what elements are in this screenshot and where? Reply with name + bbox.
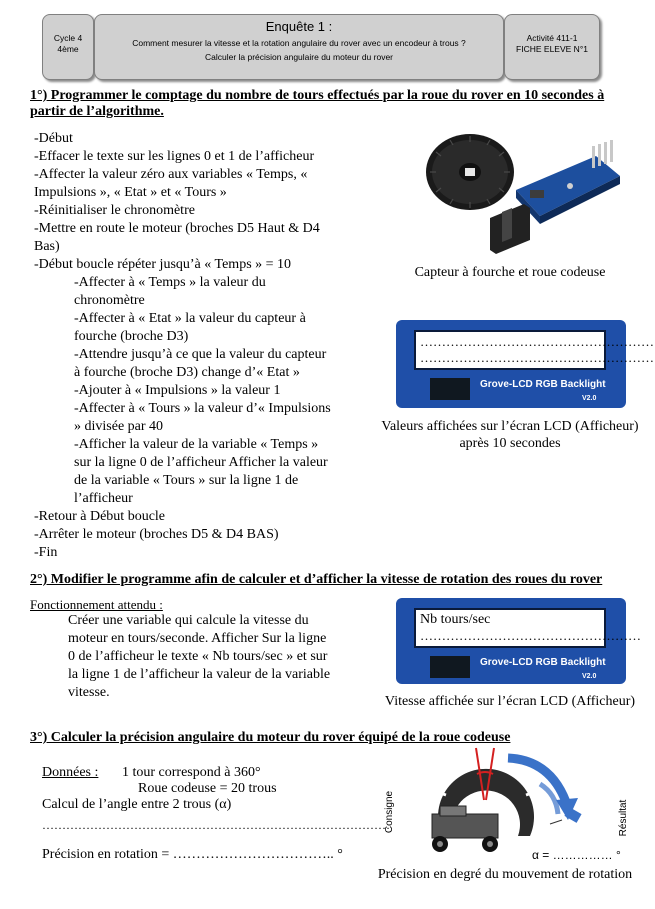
section2-subhead: Fonctionnement attendu : <box>30 597 163 612</box>
lcd-display-speed <box>396 598 641 684</box>
alpha-answer: α = …………… ° <box>532 848 621 862</box>
algo-line: -Affecter la valeur zéro aux variables « Temps, « <box>34 167 308 182</box>
lcd-connector <box>430 656 470 678</box>
algo-loop-line: fourche (broche D3) <box>74 329 189 344</box>
algo-loop-line: -Affecter à « Tours » la valeur d’« Impulsions <box>74 401 331 416</box>
fork-sensor-encoder-image <box>420 128 630 260</box>
instruction-line: vitesse. <box>68 685 110 700</box>
lcd-connector <box>430 378 470 400</box>
lcd-version-label: V2.0 <box>582 673 597 680</box>
algo-loop-line: -Ajouter à « Impulsions » la valeur 1 <box>74 383 281 398</box>
resultat-label: Résultat <box>618 799 629 837</box>
algo-line: -Mettre en route le moteur (broches D5 Haut & D4 <box>34 221 320 236</box>
algo-loop-line: -Affecter à « Temps » la valeur du <box>74 275 266 290</box>
algo-loop-line: l’afficheur <box>74 491 133 506</box>
instruction-line: moteur en tours/seconde. Afficher Sur la ligne <box>68 631 327 646</box>
lcd-screen <box>414 608 641 648</box>
lcd-screen <box>414 330 654 370</box>
consigne-label: Consigne <box>384 790 395 834</box>
algo-line: -Effacer le texte sur les lignes 0 et 1 de l’afficheur <box>34 149 315 164</box>
header-title: Enquête 1 : <box>265 19 333 34</box>
data-label: Données : <box>42 765 99 780</box>
lcd-brand-label: Grove-LCD RGB Backlight <box>480 379 606 390</box>
algo-end-line: -Arrêter le moteur (broches D5 & D4 BAS) <box>34 527 279 542</box>
angle-calc-label: Calcul de l’angle entre 2 trous (α) <box>42 797 232 812</box>
algo-line: Bas) <box>34 239 60 254</box>
lcd-display-values <box>396 320 654 408</box>
lcd-line-1: …………………………………………… <box>420 628 641 643</box>
lcd-values-caption-line1: Valeurs affichées sur l’écran LCD (Afficheur) <box>381 419 639 434</box>
lcd-line-0: Nb tours/sec <box>420 612 491 627</box>
header-subtitle: Calculer la précision angulaire du moteur du rover <box>204 52 394 62</box>
section1-title-line2: partir de l’algorithme. <box>30 104 164 119</box>
algo-loop-line: à fourche (broche D3) change d’« Etat » <box>74 365 300 380</box>
lcd-line-1: ……………………………………………… <box>420 350 654 365</box>
algo-loop-line: -Afficher la valeur de la variable « Temps » <box>74 437 319 452</box>
algo-line: -Début boucle répéter jusqu’à « Temps » = 10 <box>34 257 292 272</box>
header-activity: Activité 411-1 <box>526 33 578 43</box>
instruction-line: la ligne 1 de l’afficheur la valeur de la variable <box>68 667 331 682</box>
algo-loop-line: -Attendre jusqu’à ce que la valeur du capteur <box>74 347 327 362</box>
algo-loop-line: chronomètre <box>74 293 145 308</box>
rotation-caption: Précision en degré du mouvement de rotation <box>377 867 633 882</box>
angle-calc-answer-line: …………………………………………………………………………… <box>42 818 390 832</box>
header-title-box <box>94 14 504 80</box>
sensor-caption: Capteur à fourche et roue codeuse <box>414 265 606 280</box>
instruction-line: 0 de l’afficheur le texte « Nb tours/sec » et sur <box>68 649 328 664</box>
data-line-1: 1 tour correspond à 360° <box>122 765 261 780</box>
algo-loop-line: -Affecter à « Etat » la valeur du capteur à <box>74 311 306 326</box>
header-level: 4ème <box>57 44 79 54</box>
lcd-brand-label: Grove-LCD RGB Backlight <box>480 657 606 668</box>
lcd-line-0: ……………………………………………… <box>420 334 654 349</box>
encoder-wheel-icon <box>426 134 514 210</box>
algo-loop-line: » divisée par 40 <box>74 419 164 434</box>
lcd-values-caption-line2: après 10 secondes <box>459 436 561 451</box>
algo-line: -Début <box>34 131 73 146</box>
precision-answer: Précision en rotation = …………………………….. ° <box>42 847 343 862</box>
algo-end-line: -Retour à Début boucle <box>34 509 166 524</box>
algo-end-line: -Fin <box>34 545 58 560</box>
instruction-line: Créer une variable qui calcule la vitesse du <box>68 613 309 628</box>
algo-line: Impulsions », « Etat » et « Tours » <box>34 185 227 200</box>
header-question: Comment mesurer la vitesse et la rotation angulaire du rover avec un encodeur à trous ? <box>132 38 466 48</box>
header-sheet: FICHE ELEVE N°1 <box>516 44 588 54</box>
section1-title-line1: 1°) Programmer le comptage du nombre de tours effectués par la roue du rover en 10 secondes à <box>30 88 605 103</box>
data-line-2: Roue codeuse = 20 trous <box>138 781 277 796</box>
lcd-version-label: V2.0 <box>582 395 597 402</box>
section2-title: 2°) Modifier le programme afin de calculer et d’afficher la vitesse de rotation des roues du rover <box>30 572 603 587</box>
section3-title: 3°) Calculer la précision angulaire du moteur du rover équipé de la roue codeuse <box>30 730 511 745</box>
header-activity-box <box>504 14 600 80</box>
algo-loop-line: sur la ligne 0 de l’afficheur Afficher la valeur <box>74 455 328 470</box>
lcd-speed-caption: Vitesse affichée sur l’écran LCD (Afficheur) <box>384 694 636 709</box>
algo-loop-line: de la variable « Tours » sur la ligne 1 de <box>74 473 299 488</box>
header-cycle: Cycle 4 <box>53 33 83 43</box>
algo-line: -Réinitialiser le chronomètre <box>34 203 195 218</box>
header-cycle-box <box>42 14 94 80</box>
